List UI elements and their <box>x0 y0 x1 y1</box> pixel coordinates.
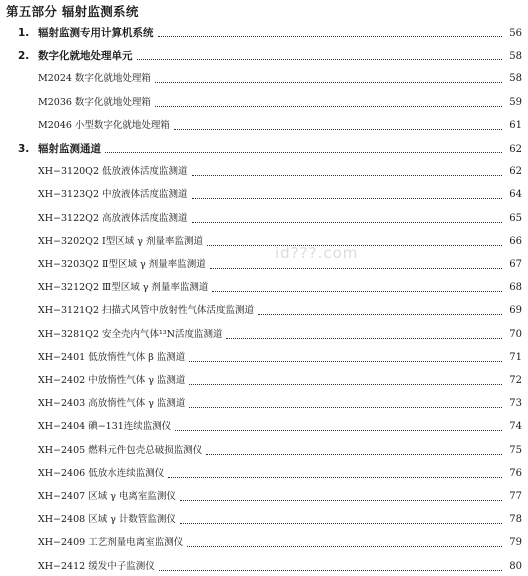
toc-item-row <box>38 465 522 483</box>
dot-leader <box>137 58 503 60</box>
page-number: 68 <box>509 282 522 294</box>
dot-leader <box>155 81 502 83</box>
item-title: XH−2409 工艺剂量电离室监测仪 <box>38 537 184 549</box>
page-number: 62 <box>509 144 522 155</box>
page-number: 76 <box>509 467 522 479</box>
toc-item-row <box>38 233 522 251</box>
page-number: 74 <box>509 421 522 433</box>
item-title: XH−2404 碘−131连续监测仪 <box>38 421 172 433</box>
section-number: 2. <box>18 50 30 63</box>
page-number: 58 <box>509 73 522 85</box>
page-number: 70 <box>509 328 522 340</box>
dot-leader <box>180 499 502 501</box>
item-title: XH−3281Q2 安全壳内气体¹³N活度监测道 <box>38 328 223 340</box>
dot-leader <box>189 406 502 408</box>
toc-item-row <box>38 395 522 413</box>
item-title: XH−3121Q2 扫描式风管中放射性气体活度监测道 <box>38 305 255 317</box>
dot-leader <box>210 267 502 269</box>
toc-item-row <box>38 372 522 390</box>
page-number: 58 <box>509 51 522 63</box>
toc-section-row <box>18 140 522 158</box>
dot-leader <box>174 128 502 130</box>
toc-item-row <box>38 511 522 529</box>
toc-item-row <box>38 442 522 460</box>
toc-item-row <box>38 534 522 552</box>
page-number: 80 <box>509 560 522 572</box>
item-title: XH−3202Q2 Ⅰ型区域 γ 剂量率监测道 <box>38 235 204 247</box>
page-number: 65 <box>509 212 522 224</box>
toc-item-row <box>38 488 522 506</box>
section-number: 3. <box>18 143 30 155</box>
toc-item-row <box>38 163 522 181</box>
page-number: 61 <box>509 119 522 131</box>
dot-leader <box>187 545 502 547</box>
item-title: XH−2412 缓发中子监测仪 <box>38 560 155 572</box>
section-number: 1. <box>18 27 30 39</box>
page-number: 77 <box>509 491 522 502</box>
dot-leader <box>159 569 502 571</box>
item-title: XH−3212Q2 Ⅲ型区域 γ 剂量率监测道 <box>38 282 209 294</box>
watermark: id???.com <box>275 244 359 262</box>
item-title: XH−3122Q2 高放液体活度监测道 <box>38 212 188 224</box>
toc-item-row <box>38 117 522 135</box>
page-number: 79 <box>509 537 522 549</box>
item-title: XH−2405 燃料元件包壳总破损监测仪 <box>38 444 203 456</box>
page-number: 78 <box>509 514 522 526</box>
dot-leader <box>192 221 502 223</box>
page-number: 66 <box>509 235 522 247</box>
toc-item-row <box>38 349 522 367</box>
dot-leader <box>189 383 502 385</box>
page-number: 72 <box>509 375 522 386</box>
page-number: 67 <box>509 259 522 270</box>
dot-leader <box>155 105 502 107</box>
dot-leader <box>207 244 502 246</box>
section-title: 辐射监测专用计算机系统 <box>38 27 154 39</box>
dot-leader <box>180 522 502 524</box>
page-number: 69 <box>509 305 522 317</box>
dot-leader <box>189 360 502 362</box>
toc-item-row <box>38 210 522 228</box>
item-title: XH−2406 低放水连续监测仪 <box>38 467 165 479</box>
toc-item-row <box>38 70 522 88</box>
toc-item-row <box>38 279 522 297</box>
page-number: 73 <box>509 398 522 410</box>
section-title: 辐射监测通道 <box>38 143 101 155</box>
item-title: XH−2407 区域 γ 电离室监测仪 <box>38 491 176 502</box>
page-number: 62 <box>509 166 522 178</box>
dot-leader <box>168 476 502 478</box>
item-title: XH−2403 高放惰性气体 γ 监测道 <box>38 398 186 410</box>
toc-item-row <box>38 256 522 274</box>
toc-item-row <box>38 94 522 112</box>
dot-leader <box>105 151 502 153</box>
item-title: XH−2408 区域 γ 计数管监测仪 <box>38 514 176 526</box>
item-title: M2024 数字化就地处理箱 <box>38 73 151 85</box>
toc-item-row <box>38 186 522 204</box>
section-title: 数字化就地处理单元 <box>38 50 133 63</box>
item-title: XH−3123Q2 中放液体活度监测道 <box>38 189 188 201</box>
item-title: XH−3203Q2 Ⅱ型区域 γ 剂量率监测道 <box>38 259 206 270</box>
page-number: 64 <box>509 189 522 201</box>
toc-item-row <box>38 558 522 576</box>
page-number: 59 <box>509 96 522 108</box>
dot-leader <box>192 174 502 176</box>
dot-leader <box>226 337 502 339</box>
toc-section-row <box>18 47 522 65</box>
dot-leader <box>212 290 502 292</box>
toc-item-row <box>38 418 522 436</box>
dot-leader <box>258 313 502 315</box>
dot-leader <box>192 197 502 199</box>
dot-leader <box>158 35 503 37</box>
page-number: 71 <box>509 351 522 363</box>
toc-item-row <box>38 326 522 344</box>
page-number: 56 <box>509 28 522 39</box>
dot-leader <box>206 453 502 455</box>
item-title: M2036 数字化就地处理箱 <box>38 96 151 108</box>
toc-section-row <box>18 24 522 42</box>
toc-item-row <box>38 302 522 320</box>
item-title: XH−2402 中放惰性气体 γ 监测道 <box>38 375 186 386</box>
page-title: 第五部分 辐射监测系统 <box>6 4 139 19</box>
page-number: 75 <box>509 444 522 456</box>
dot-leader <box>175 429 502 431</box>
item-title: M2046 小型数字化就地处理箱 <box>38 119 170 131</box>
item-title: XH−3120Q2 低放液体活度监测道 <box>38 166 188 178</box>
item-title: XH−2401 低放惰性气体 β 监测道 <box>38 351 186 363</box>
